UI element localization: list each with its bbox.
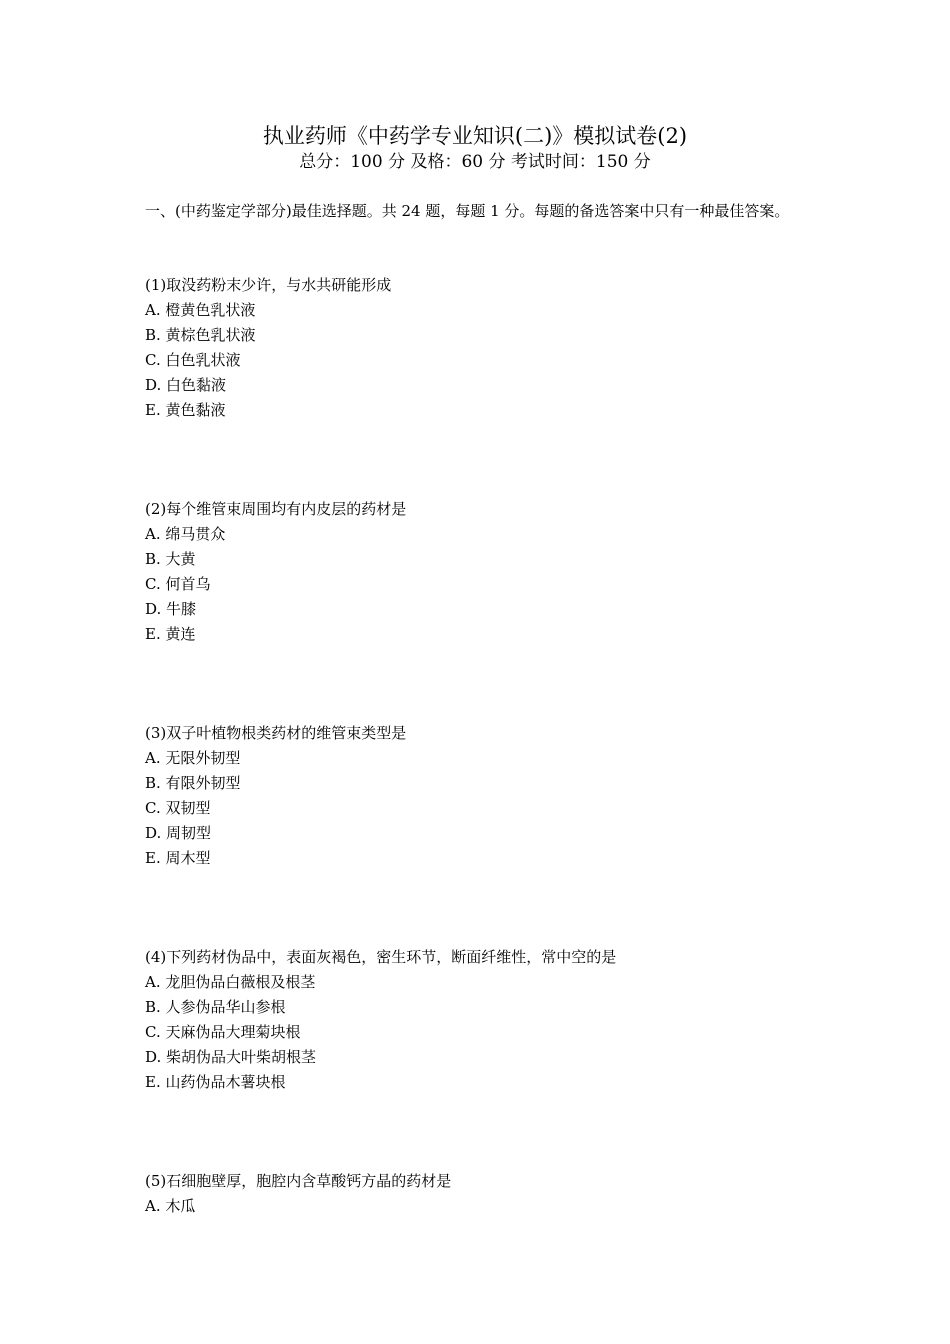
option-c: C. 双韧型 bbox=[145, 799, 211, 817]
option-b: B. 黄棕色乳状液 bbox=[145, 326, 256, 344]
option-a: A. 木瓜 bbox=[145, 1197, 196, 1215]
question-stem: (1)取没药粉末少许，与水共研能形成 bbox=[145, 276, 392, 294]
option-a: A. 无限外韧型 bbox=[145, 749, 241, 767]
option-c: C. 何首乌 bbox=[145, 575, 211, 593]
option-c: C. 白色乳状液 bbox=[145, 351, 241, 369]
option-e: E. 山药伪品木薯块根 bbox=[145, 1073, 286, 1091]
option-b: B. 人参伪品华山参根 bbox=[145, 998, 286, 1016]
option-e: E. 黄色黏液 bbox=[145, 401, 226, 419]
question-stem: (2)每个维管束周围均有内皮层的药材是 bbox=[145, 500, 407, 518]
option-a: A. 橙黄色乳状液 bbox=[145, 301, 256, 319]
option-b: B. 大黄 bbox=[145, 550, 196, 568]
option-d: D. 牛膝 bbox=[145, 600, 197, 618]
option-a: A. 绵马贯众 bbox=[145, 525, 226, 543]
question-stem: (3)双子叶植物根类药材的维管束类型是 bbox=[145, 724, 407, 742]
exam-subtitle: 总分：100 分 及格：60 分 考试时间：150 分 bbox=[299, 152, 651, 172]
question-5 bbox=[145, 1169, 825, 1219]
option-d: D. 周韧型 bbox=[145, 824, 212, 842]
question-4 bbox=[145, 945, 825, 1095]
option-e: E. 周木型 bbox=[145, 849, 211, 867]
question-1 bbox=[145, 273, 825, 423]
question-stem: (5)石细胞壁厚，胞腔内含草酸钙方晶的药材是 bbox=[145, 1172, 452, 1190]
option-c: C. 天麻伪品大理菊块根 bbox=[145, 1023, 301, 1041]
section-intro: 一、(中药鉴定学部分)最佳选择题。共 24 题，每题 1 分。每题的备选答案中只有一种最佳答案。 bbox=[145, 202, 790, 220]
option-b: B. 有限外韧型 bbox=[145, 774, 241, 792]
option-e: E. 黄连 bbox=[145, 625, 196, 643]
question-3 bbox=[145, 721, 825, 871]
exam-title: 执业药师《中药学专业知识(二)》模拟试卷(2) bbox=[262, 124, 688, 148]
question-stem: (4)下列药材伪品中，表面灰褐色，密生环节，断面纤维性，常中空的是 bbox=[145, 948, 617, 966]
question-2 bbox=[145, 497, 825, 647]
option-d: D. 白色黏液 bbox=[145, 376, 227, 394]
option-a: A. 龙胆伪品白薇根及根茎 bbox=[145, 973, 316, 991]
option-d: D. 柴胡伪品大叶柴胡根茎 bbox=[145, 1048, 317, 1066]
